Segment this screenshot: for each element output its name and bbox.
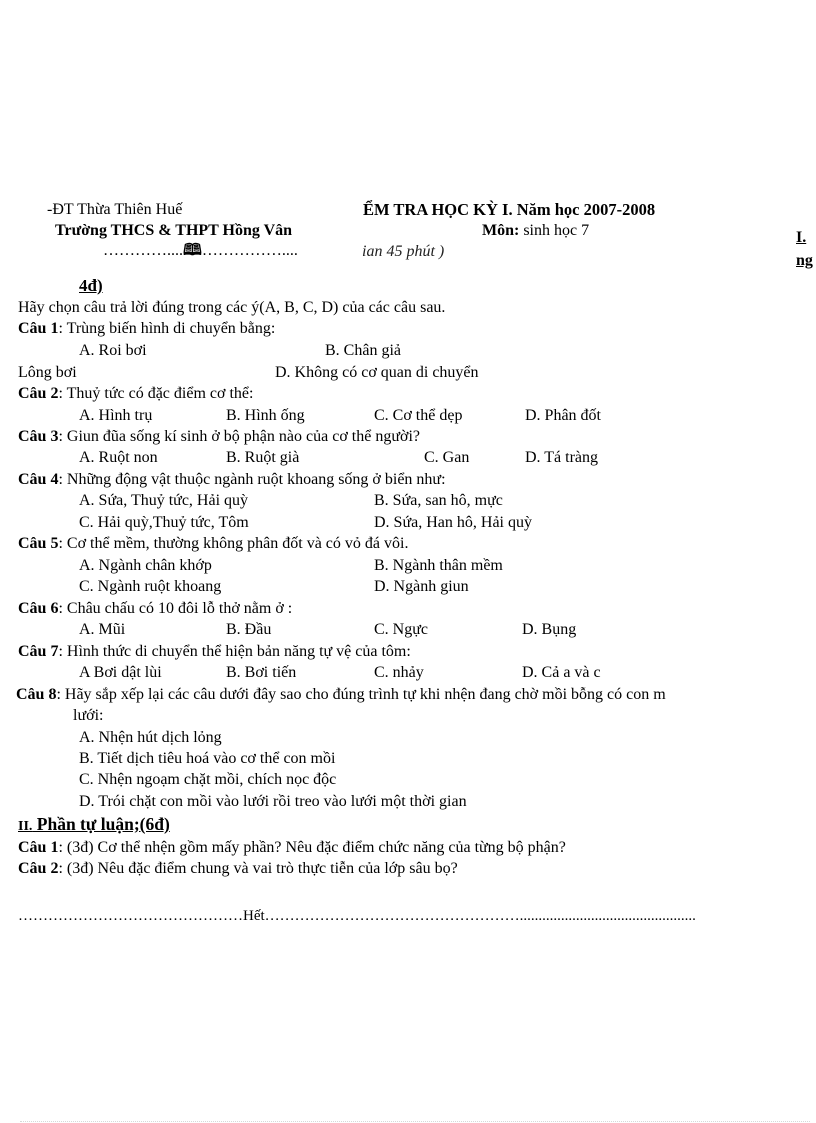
q3-option-a: A. Ruột non [79, 449, 158, 466]
q2-option-d: D. Phân đốt [525, 407, 601, 424]
q5-option-c: C. Ngành ruột khoang [79, 578, 222, 595]
book-icon: 🕮 [183, 242, 202, 259]
end-dots-left: ……………………………………… [18, 908, 243, 924]
q2-option-a: A. Hình trụ [79, 407, 153, 424]
section2-title: Phần tự luận;(6đ) [32, 814, 170, 834]
q6-option-c: C. Ngực [374, 621, 428, 638]
question-label: Câu 3 [18, 428, 59, 445]
end-dots-right: ……………………………………………............................................... [264, 908, 696, 924]
q7-option-c: C. nhảy [374, 664, 424, 681]
q6-option-a: A. Mũi [79, 621, 126, 638]
question-6 [18, 599, 292, 619]
question-5 [18, 534, 408, 554]
question-8 [16, 685, 816, 705]
question-text: : Thuỷ tức có đặc điểm cơ thể: [58, 385, 254, 402]
q7-option-b: B. Bơi tiến [226, 664, 297, 681]
question-text: : Giun đũa sống kí sinh ở bộ phận nào của cơ thể người? [58, 428, 420, 445]
essay-question-2 [18, 859, 458, 879]
question-label: Câu 8 [16, 686, 57, 703]
q1-option-a: A. Roi bơi [79, 342, 147, 359]
cut-text-2: ng [796, 252, 813, 269]
q8-option-d: D. Trói chặt con mồi vào lưới rồi treo vào lưới một thời gian [79, 793, 467, 810]
cut-text-1: I. [796, 229, 807, 246]
question-label: Câu 1 [18, 839, 59, 856]
question-text: : (3đ) Nêu đặc điểm chung và vai trò thực tiễn của lớp sâu bọ? [58, 860, 458, 877]
q4-option-a: A. Sứa, Thuỷ tức, Hải quỳ [79, 492, 249, 509]
question-label: Câu 4 [18, 471, 59, 488]
subject-value: sinh học 7 [523, 222, 590, 239]
q1-option-c: Lông bơi [18, 364, 77, 381]
essay-question-1 [18, 838, 566, 858]
q8-option-a: A. Nhện hút dịch lỏng [79, 729, 222, 746]
q5-option-d: D. Ngành giun [374, 578, 469, 595]
question-text: : Hình thức di chuyển thể hiện bản năng tự vệ của tôm: [58, 643, 411, 660]
section2-numeral: II. [18, 819, 33, 834]
question-label: Câu 5 [18, 535, 59, 552]
question-text: : (3đ) Cơ thể nhện gồm mấy phần? Nêu đặc điểm chức năng của từng bộ phận? [58, 839, 566, 856]
question-text: : Trùng biến hình di chuyển bằng: [58, 320, 276, 337]
section1-instruction: Hãy chọn câu trả lời đúng trong các ý(A, B, C, D) của các câu sau. [18, 299, 446, 316]
q5-option-b: B. Ngành thân mềm [374, 557, 503, 574]
end-line [18, 906, 696, 926]
question-7 [18, 642, 411, 662]
question-8-continued: lưới: [73, 707, 104, 724]
subject-label: Môn: [482, 222, 520, 239]
department-name: -ĐT Thừa Thiên Huế [47, 201, 183, 218]
q1-option-b: B. Chân giả [325, 342, 401, 359]
q3-option-c: C. Gan [424, 449, 470, 466]
q8-option-c: C. Nhện ngoạm chặt mồi, chích nọc độc [79, 771, 337, 788]
q6-option-b: B. Đầu [226, 621, 272, 638]
exam-title: ỂM TRA HỌC KỲ I. Năm học 2007-2008 [363, 200, 656, 219]
q4-option-b: B. Sứa, san hô, mực [374, 492, 503, 509]
q1-option-d: D. Không có cơ quan di chuyển [275, 364, 479, 381]
q8-option-b: B. Tiết dịch tiêu hoá vào cơ thể con mồi [79, 750, 336, 767]
question-label: Câu 2 [18, 385, 59, 402]
question-text: : Hãy sắp xếp lại các câu dưới đây sao cho đúng trình tự khi nhện đang chờ mồi bỗng có con m [56, 686, 666, 703]
school-divider [103, 241, 298, 261]
q3-option-b: B. Ruột già [226, 449, 300, 466]
page-bottom-rule [20, 1121, 810, 1122]
q6-option-d: D. Bụng [522, 621, 577, 638]
q2-option-c: C. Cơ thể dẹp [374, 407, 463, 424]
question-label: Câu 1 [18, 320, 59, 337]
end-word: Hết [243, 908, 265, 924]
q5-option-a: A. Ngành chân khớp [79, 557, 212, 574]
q7-option-a: A Bơi dật lùi [79, 664, 162, 681]
subject-line [482, 221, 589, 241]
q7-option-d: D. Cả a và c [522, 664, 601, 681]
q3-option-d: D. Tá tràng [525, 449, 599, 466]
divider-dots-left: ………….... [103, 242, 183, 259]
q4-option-c: C. Hải quỳ,Thuỷ tức, Tôm [79, 514, 249, 531]
section1-points: 4đ) [79, 276, 103, 295]
question-label: Câu 7 [18, 643, 59, 660]
question-2 [18, 384, 253, 404]
question-label: Câu 6 [18, 600, 59, 617]
question-3 [18, 427, 420, 447]
question-text: : Châu chấu có 10 đôi lỗ thở nằm ở : [58, 600, 293, 617]
q4-option-d: D. Sứa, Han hô, Hải quỳ [374, 514, 532, 531]
question-label: Câu 2 [18, 860, 59, 877]
divider-dots-right: …………….... [201, 242, 298, 259]
question-1 [18, 319, 275, 339]
school-name: Trường THCS & THPT Hồng Vân [55, 222, 293, 239]
question-text: : Những động vật thuộc ngành ruột khoang sống ở biển như: [58, 471, 446, 488]
time-note: ian 45 phút ) [362, 243, 445, 260]
question-text: : Cơ thể mềm, thường không phân đốt và có vỏ đá vôi. [58, 535, 409, 552]
section2-heading [18, 814, 170, 837]
q2-option-b: B. Hình ống [226, 407, 305, 424]
question-4 [18, 470, 446, 490]
